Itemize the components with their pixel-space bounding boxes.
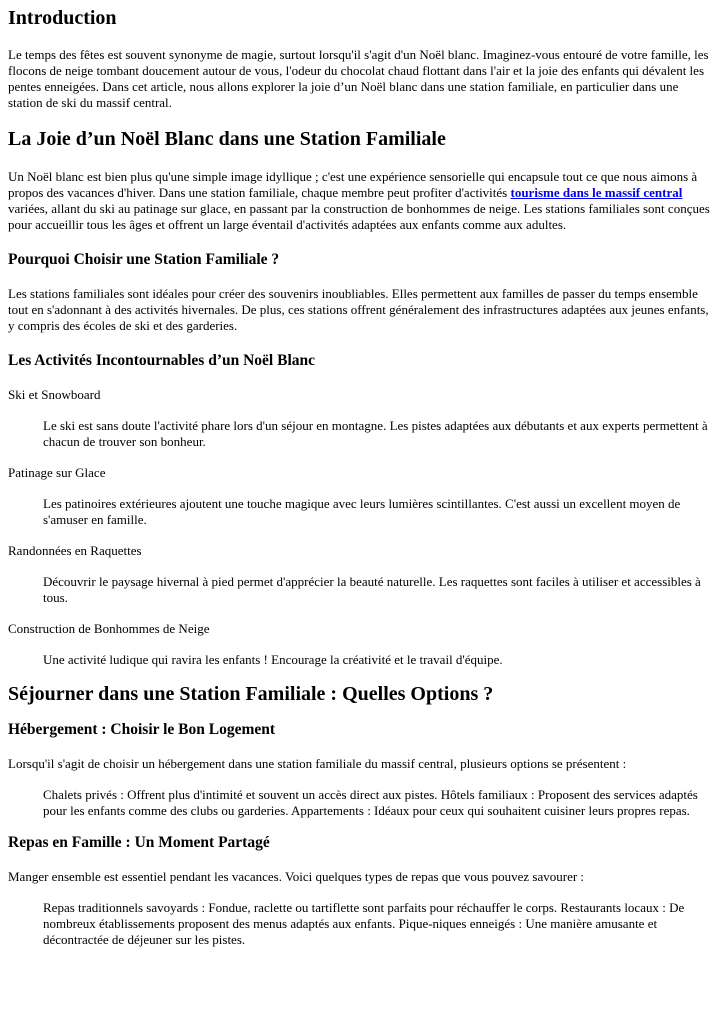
meals-options: Repas traditionnels savoyards : Fondue, raclette ou tartiflette sont parfaits pour réchauffer le corps. Restaurants locaux : De nombreux établissements proposent des menus adaptés aux enfants. Pique-niques enneigés : Une manière amusante et décontractée de déjeuner sur les pistes. [43,900,685,947]
activity-term-snowshoe: Randonnées en Raquettes [8,543,142,558]
intro-paragraph: Le temps des fêtes est souvent synonyme de magie, surtout lorsqu'il s'agit d'un Noël blanc. Imaginez-vous entouré de votre famille, les flocons de neige tombant doucement autour de vous, l'odeur du chocolat chaud flottant dans l'air et la joie des enfants qui dévalent les pentes enneigées. Dans cet article, nous allons explorer la joie d’un Noël blanc dans une station familiale, en particulier dans une station de ski du massif central. [8,47,709,110]
article [0,6,720,948]
why-paragraph: Les stations familiales sont idéales pour créer des souvenirs inoubliables. Elles permettent aux familles de passer du temps ensemble tout en s'adonnant à des activités hivernales. De plus, ces stations offrent généralement des infrastructures adaptées aux jeunes enfants, y compris des écoles de ski et des garderies. [8,286,709,333]
activity-desc-ski: Le ski est sans doute l'activité phare lors d'un séjour en montagne. Les pistes adaptées aux débutants et aux experts permettent à chacun de trouver son bonheur. [43,418,708,449]
activity-desc-snowman: Une activité ludique qui ravira les enfants ! Encourage la créativité et le travail d'équipe. [43,652,503,667]
lodging-options: Chalets privés : Offrent plus d'intimité et souvent un accès direct aux pistes. Hôtels familiaux : Proposent des services adaptés pour les enfants comme des clubs ou garderies. Appartements : Idéaux pour ceux qui souhaitent cuisiner leurs propres repas. [43,787,698,818]
activity-term-skating: Patinage sur Glace [8,465,106,480]
lodging-paragraph: Lorsqu'il s'agit de choisir un hébergement dans une station familiale du massif central, plusieurs options se présentent : [8,756,627,771]
activity-term-ski: Ski et Snowboard [8,387,101,402]
joy-paragraph [8,169,712,233]
activity-term-snowman: Construction de Bonhommes de Neige [8,621,210,636]
meals-paragraph: Manger ensemble est essentiel pendant les vacances. Voici quelques types de repas que vous pouvez savourer : [8,869,585,884]
stay-heading: Séjourner dans une Station Familiale : Quelles Options ? [8,683,494,705]
activity-desc-skating: Les patinoires extérieures ajoutent une touche magique avec leurs lumières scintillantes. C'est aussi un excellent moyen de s'amuser en famille. [43,496,681,527]
activities-heading: Les Activités Incontournables d’un Noël Blanc [8,352,316,369]
meals-heading: Repas en Famille : Un Moment Partagé [8,834,270,851]
joy-heading: La Joie d’un Noël Blanc dans une Station Familiale [8,128,446,150]
massif-central-tourism-link[interactable]: tourisme dans le massif central [510,185,683,200]
joy-paragraph-end: variées, allant du ski au patinage sur glace, en passant par la construction de bonhommes de neige. Les stations familiales sont conçues pour accueillir tous les âges et offrent un large éventail d'activités adaptées aux enfants comme aux adultes. [8,201,710,232]
activities-list [8,387,712,668]
joy-paragraph-start: Un Noël blanc est bien plus qu'une simple image idyllique ; c'est une expérience sensorielle qui encapsule tout ce que nous aimons à propos des vacances d'hiver. Dans une station familiale, chaque membre peut profiter d'activités [8,169,698,200]
lodging-heading: Hébergement : Choisir le Bon Logement [8,721,276,738]
activity-desc-snowshoe: Découvrir le paysage hivernal à pied permet d'apprécier la beauté naturelle. Les raquettes sont faciles à utiliser et accessibles à tous. [43,574,701,605]
why-heading: Pourquoi Choisir une Station Familiale ? [8,251,280,268]
intro-heading: Introduction [8,7,117,29]
